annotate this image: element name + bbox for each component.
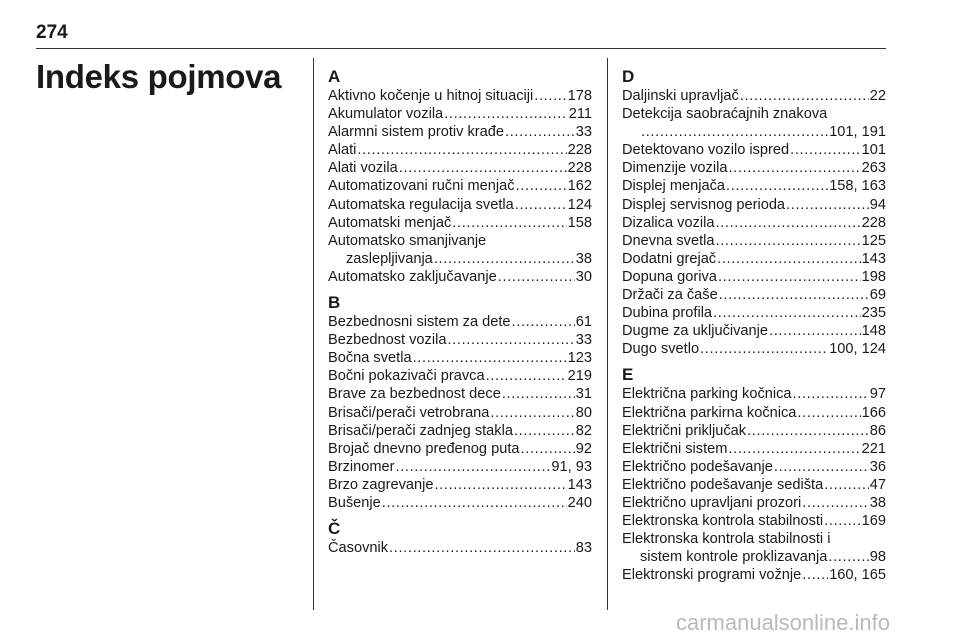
entry-pages: 80 xyxy=(575,404,592,421)
index-entry xyxy=(622,232,886,250)
entry-term: Električni priključak xyxy=(622,422,747,439)
entry-pages: 100, 124 xyxy=(829,341,886,358)
entry-term: Detektovano vozilo ispred xyxy=(622,142,790,159)
entry-term: Električno upravljani prozori xyxy=(622,494,802,511)
entry-term: Dugme za uključivanje xyxy=(622,323,769,340)
entry-term: Dizalica vozila xyxy=(622,214,715,231)
index-entry xyxy=(622,123,886,141)
entry-term: Bočna svetla xyxy=(328,350,412,367)
index-column-1 xyxy=(328,66,592,563)
entry-pages: 91, 93 xyxy=(551,458,592,475)
leader-dots xyxy=(700,340,828,358)
entry-term: Automatski menjač xyxy=(328,214,452,231)
index-section xyxy=(328,292,592,512)
leader-dots xyxy=(641,123,828,141)
leader-dots xyxy=(769,322,861,340)
index-entry xyxy=(328,440,592,458)
entry-term-continued: sistem kontrole proklizavanja xyxy=(640,549,828,566)
section-letter: B xyxy=(328,293,341,313)
leader-dots xyxy=(399,159,567,177)
entry-pages: 160, 165 xyxy=(829,567,886,584)
index-entry xyxy=(328,123,592,141)
index-entry xyxy=(328,404,592,422)
index-entry xyxy=(328,214,592,232)
entry-pages: 158, 163 xyxy=(829,178,886,195)
leader-dots xyxy=(434,250,575,268)
section-letter: E xyxy=(622,365,634,385)
leader-dots xyxy=(719,286,869,304)
entry-term: Elektronski programi vožnje xyxy=(622,567,802,584)
entry-term: Detekcija saobraćajnih znakova xyxy=(622,106,828,123)
entry-term: Dubina profila xyxy=(622,305,713,322)
index-entry-term xyxy=(328,232,592,250)
leader-dots xyxy=(802,566,828,584)
entry-term: Dodatni grejač xyxy=(622,250,717,267)
leader-dots xyxy=(512,313,575,331)
entry-pages: 83 xyxy=(575,540,592,557)
leader-dots xyxy=(521,440,575,458)
leader-dots xyxy=(434,476,566,494)
leader-dots xyxy=(793,385,869,403)
entry-pages: 36 xyxy=(869,458,886,475)
index-entry xyxy=(328,422,592,440)
entry-pages: 263 xyxy=(861,160,886,177)
leader-dots xyxy=(498,268,575,286)
index-entry xyxy=(328,87,592,105)
leader-dots xyxy=(444,105,568,123)
entry-pages: 169 xyxy=(861,513,886,530)
entry-term: Brojač dnevno pređenog puta xyxy=(328,440,520,457)
leader-dots xyxy=(828,548,868,566)
entry-pages: 143 xyxy=(861,250,886,267)
index-entry xyxy=(622,141,886,159)
entry-term: Električni sistem xyxy=(622,440,728,457)
entry-pages: 143 xyxy=(567,476,592,493)
index-entry xyxy=(622,177,886,195)
index-entry xyxy=(328,268,592,286)
entry-term: Automatsko zaključavanje xyxy=(328,268,497,285)
leader-dots xyxy=(797,404,860,422)
leader-dots xyxy=(728,440,860,458)
leader-dots xyxy=(534,87,566,105)
leader-dots xyxy=(802,494,869,512)
entry-term: Alati xyxy=(328,142,357,159)
index-entry xyxy=(328,196,592,214)
entry-pages: 92 xyxy=(575,440,592,457)
entry-term: Automatska regulacija svetla xyxy=(328,196,514,213)
entry-term: Akumulator vozila xyxy=(328,106,444,123)
entry-pages: 33 xyxy=(575,124,592,141)
leader-dots xyxy=(490,404,574,422)
index-entry xyxy=(622,286,886,304)
entry-term: Brave za bezbednost dece xyxy=(328,386,501,403)
leader-dots xyxy=(502,385,575,403)
index-entry xyxy=(328,177,592,195)
entry-term: Alarmni sistem protiv krađe xyxy=(328,124,504,141)
entry-pages: 22 xyxy=(869,88,886,104)
leader-dots xyxy=(718,268,861,286)
leader-dots xyxy=(452,214,566,232)
leader-dots xyxy=(486,367,567,385)
entry-pages: 98 xyxy=(869,549,886,566)
entry-term: Bočni pokazivači pravca xyxy=(328,368,485,385)
index-entry xyxy=(622,458,886,476)
leader-dots xyxy=(396,458,551,476)
entry-pages: 240 xyxy=(567,494,592,511)
leader-dots xyxy=(824,476,869,494)
entry-term: Električno podešavanje sedišta xyxy=(622,476,824,493)
index-section xyxy=(328,518,592,557)
entry-pages: 235 xyxy=(861,305,886,322)
entry-pages: 82 xyxy=(575,422,592,439)
entry-pages: 124 xyxy=(567,196,592,213)
entry-pages: 178 xyxy=(567,88,592,104)
index-entry xyxy=(328,539,592,557)
index-entry xyxy=(622,250,886,268)
entry-pages: 162 xyxy=(567,178,592,195)
entry-term: Bezbednosni sistem za dete xyxy=(328,314,511,331)
leader-dots xyxy=(717,250,861,268)
index-entry xyxy=(622,159,886,177)
index-entry xyxy=(622,196,886,214)
index-entry xyxy=(328,313,592,331)
index-entry xyxy=(328,105,592,123)
leader-dots xyxy=(790,141,861,159)
page-title: Indeks pojmova xyxy=(36,58,282,95)
entry-pages: 221 xyxy=(861,440,886,457)
entry-pages: 33 xyxy=(575,332,592,349)
entry-pages: 148 xyxy=(861,323,886,340)
entry-pages: 228 xyxy=(567,160,592,177)
leader-dots xyxy=(516,177,567,195)
entry-pages: 166 xyxy=(861,404,886,421)
index-section xyxy=(622,66,886,358)
index-column-2 xyxy=(622,66,886,590)
leader-dots xyxy=(740,87,869,105)
index-entry xyxy=(622,322,886,340)
entry-pages: 94 xyxy=(869,196,886,213)
index-entry xyxy=(622,304,886,322)
leader-dots xyxy=(357,141,566,159)
index-entry xyxy=(622,422,886,440)
entry-pages: 38 xyxy=(575,250,592,267)
entry-term: Dugo svetlo xyxy=(622,341,700,358)
entry-term: Elektronska kontrola stabilnosti xyxy=(622,513,824,530)
entry-term: Dimenzije vozila xyxy=(622,160,728,177)
entry-pages: 228 xyxy=(567,142,592,159)
index-entry xyxy=(622,440,886,458)
entry-pages: 101, 191 xyxy=(829,124,886,141)
leader-dots xyxy=(715,214,860,232)
entry-pages: 38 xyxy=(869,494,886,511)
leader-dots xyxy=(515,196,567,214)
entry-term: Alati vozila xyxy=(328,160,398,177)
index-entry-term xyxy=(622,105,886,123)
entry-pages: 219 xyxy=(567,368,592,385)
index-entry xyxy=(328,458,592,476)
leader-dots xyxy=(514,422,575,440)
leader-dots xyxy=(413,349,567,367)
leader-dots xyxy=(786,196,869,214)
entry-term: Automatizovani ručni menjač xyxy=(328,178,515,195)
index-entry xyxy=(622,494,886,512)
section-letter: Č xyxy=(328,519,341,539)
index-entry xyxy=(328,385,592,403)
leader-dots xyxy=(447,331,574,349)
leader-dots xyxy=(774,458,869,476)
index-section xyxy=(622,364,886,584)
leader-dots xyxy=(728,159,860,177)
entry-term: Daljinski upravljač xyxy=(622,88,739,104)
index-section xyxy=(328,66,592,286)
entry-term: Električno podešavanje xyxy=(622,458,773,475)
leader-dots xyxy=(726,177,828,195)
entry-term: Bušenje xyxy=(328,494,381,511)
index-entry xyxy=(328,494,592,512)
entry-term: Brisači/perači zadnjeg stakla xyxy=(328,422,513,439)
entry-term: Brzo zagrevanje xyxy=(328,476,434,493)
entry-term: Bezbednost vozila xyxy=(328,332,447,349)
entry-pages: 31 xyxy=(575,386,592,403)
entry-pages: 198 xyxy=(861,268,886,285)
section-letter: A xyxy=(328,67,341,86)
entry-term: Dopuna goriva xyxy=(622,268,717,285)
leader-dots xyxy=(824,512,860,530)
entry-term: Automatsko smanjivanje xyxy=(328,232,487,249)
entry-pages: 97 xyxy=(869,386,886,403)
index-entry xyxy=(622,512,886,530)
index-entry xyxy=(622,566,886,584)
index-entry xyxy=(328,367,592,385)
index-entry xyxy=(622,268,886,286)
entry-term: Električna parkirna kočnica xyxy=(622,404,797,421)
entry-term: Držači za čaše xyxy=(622,287,718,304)
entry-pages: 86 xyxy=(869,422,886,439)
column-divider-left xyxy=(313,58,314,610)
entry-term: Displej menjača xyxy=(622,178,726,195)
column-divider-right xyxy=(607,58,608,610)
section-letter: D xyxy=(622,67,635,86)
entry-pages: 30 xyxy=(575,268,592,285)
leader-dots xyxy=(382,494,567,512)
entry-term: Displej servisnog perioda xyxy=(622,196,786,213)
index-entry xyxy=(622,385,886,403)
entry-term: Časovnik xyxy=(328,540,389,557)
entry-pages: 158 xyxy=(567,214,592,231)
index-entry xyxy=(328,141,592,159)
leader-dots xyxy=(747,422,869,440)
index-entry xyxy=(328,331,592,349)
index-entry xyxy=(328,349,592,367)
entry-term: Brisači/perači vetrobrana xyxy=(328,404,490,421)
entry-term: Električna parking kočnica xyxy=(622,386,792,403)
index-entry xyxy=(622,340,886,358)
entry-term: Elektronska kontrola stabilnosti i xyxy=(622,531,831,548)
entry-pages: 101 xyxy=(861,142,886,159)
index-entry xyxy=(622,548,886,566)
entry-pages: 61 xyxy=(575,314,592,331)
index-entry xyxy=(622,87,886,105)
leader-dots xyxy=(505,123,575,141)
entry-pages: 211 xyxy=(568,106,592,123)
entry-term: Dnevna svetla xyxy=(622,232,715,249)
entry-pages: 228 xyxy=(861,214,886,231)
index-entry xyxy=(328,476,592,494)
entry-pages: 123 xyxy=(567,350,592,367)
entry-pages: 69 xyxy=(869,287,886,304)
leader-dots xyxy=(389,539,575,557)
entry-pages: 125 xyxy=(861,232,886,249)
watermark: carmanualsonline.info xyxy=(675,610,890,635)
leader-dots xyxy=(713,304,861,322)
entry-pages: 47 xyxy=(869,476,886,493)
entry-term-continued: zaslepljivanja xyxy=(346,250,433,267)
index-entry-term xyxy=(622,530,886,548)
index-entry xyxy=(622,404,886,422)
header-rule xyxy=(36,48,886,49)
leader-dots xyxy=(715,232,860,250)
entry-term: Brzinomer xyxy=(328,458,395,475)
page-number: 274 xyxy=(36,22,68,43)
index-entry xyxy=(328,250,592,268)
entry-term: Aktivno kočenje u hitnoj situaciji xyxy=(328,88,534,104)
index-entry xyxy=(622,476,886,494)
index-entry xyxy=(622,214,886,232)
index-entry xyxy=(328,159,592,177)
